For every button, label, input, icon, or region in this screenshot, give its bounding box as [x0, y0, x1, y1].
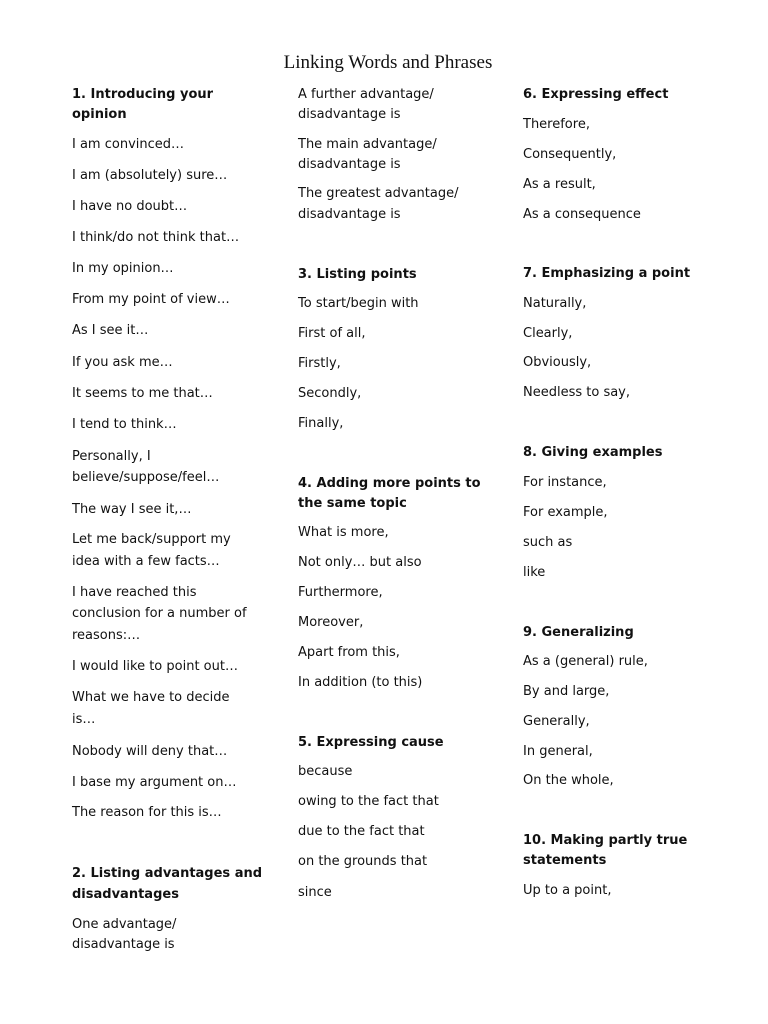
- list-item: believe/suppose/feel…: [72, 470, 220, 485]
- list-item: I base my argument on…: [72, 775, 237, 790]
- section-8-heading: 8. Giving examples: [523, 445, 663, 460]
- list-item: I would like to point out…: [72, 659, 238, 674]
- list-item: In my opinion…: [72, 261, 174, 276]
- list-item: Personally, I: [72, 449, 151, 464]
- section-6-heading: 6. Expressing effect: [523, 87, 669, 102]
- list-item: disadvantage is: [298, 207, 401, 222]
- list-item: Generally,: [523, 714, 590, 729]
- list-item: since: [298, 885, 332, 900]
- list-item: disadvantage is: [298, 157, 401, 172]
- list-item: For example,: [523, 505, 608, 520]
- list-item: I have reached this: [72, 585, 197, 600]
- list-item: such as: [523, 535, 573, 550]
- list-item: To start/begin with: [298, 296, 419, 311]
- list-item: As I see it…: [72, 323, 149, 338]
- list-item: From my point of view…: [72, 292, 230, 307]
- list-item: I tend to think…: [72, 417, 177, 432]
- list-item: Naturally,: [523, 296, 587, 311]
- section-9-heading: 9. Generalizing: [523, 625, 634, 640]
- list-item: As a (general) rule,: [523, 654, 648, 669]
- list-item: A further advantage/: [298, 87, 434, 102]
- section-4-heading: 4. Adding more points to: [298, 476, 481, 491]
- section-3-heading: 3. Listing points: [298, 267, 417, 282]
- list-item: It seems to me that…: [72, 386, 213, 401]
- list-item: Therefore,: [523, 117, 590, 132]
- list-item: The main advantage/: [298, 137, 437, 152]
- section-4-heading: the same topic: [298, 496, 407, 511]
- list-item: If you ask me…: [72, 355, 173, 370]
- list-item: As a result,: [523, 177, 596, 192]
- list-item: For instance,: [523, 475, 607, 490]
- list-item: idea with a few facts…: [72, 554, 220, 569]
- list-item: Moreover,: [298, 615, 364, 630]
- heading-line: 1. Introducing your: [72, 87, 214, 102]
- list-item: disadvantage is: [298, 107, 401, 122]
- list-item: due to the fact that: [298, 824, 425, 839]
- section-7-heading: 7. Emphasizing a point: [523, 266, 691, 281]
- page-title: Linking Words and Phrases: [283, 52, 493, 73]
- list-item: Finally,: [298, 416, 344, 431]
- list-item: On the whole,: [523, 773, 614, 788]
- list-item: on the grounds that: [298, 854, 428, 869]
- section-5-heading: 5. Expressing cause: [298, 735, 444, 750]
- section-2-heading: disadvantages: [72, 887, 179, 902]
- list-item: reasons:…: [72, 628, 141, 643]
- list-item: Needless to say,: [523, 385, 631, 400]
- list-item: By and large,: [523, 684, 610, 699]
- list-item: Obviously,: [523, 355, 592, 370]
- list-item: What we have to decide: [72, 690, 230, 705]
- list-item: owing to the fact that: [298, 794, 439, 809]
- list-item: What is more,: [298, 525, 389, 540]
- list-item: Firstly,: [298, 356, 341, 371]
- list-item: Furthermore,: [298, 585, 383, 600]
- list-item: Consequently,: [523, 147, 617, 162]
- list-item: disadvantage is: [72, 937, 175, 952]
- list-item: The reason for this is…: [72, 805, 222, 820]
- list-item: As a consequence: [523, 207, 641, 222]
- list-item: The greatest advantage/: [298, 186, 459, 201]
- list-item: because: [298, 764, 353, 779]
- list-item: Nobody will deny that…: [72, 744, 228, 759]
- list-item: First of all,: [298, 326, 366, 341]
- list-item: like: [523, 565, 546, 580]
- list-item: conclusion for a number of: [72, 606, 247, 621]
- list-item: Secondly,: [298, 386, 362, 401]
- list-item: In general,: [523, 744, 593, 759]
- section-10-heading: 10. Making partly true: [523, 833, 688, 848]
- list-item: One advantage/: [72, 917, 177, 932]
- list-item: In addition (to this): [298, 675, 423, 690]
- section-2-heading: 2. Listing advantages and: [72, 866, 263, 881]
- list-item: Let me back/support my: [72, 532, 231, 547]
- list-item: I am (absolutely) sure…: [72, 168, 228, 183]
- list-item: I have no doubt…: [72, 199, 188, 214]
- list-item: I think/do not think that…: [72, 230, 240, 245]
- heading-line: opinion: [72, 107, 127, 122]
- section-10-heading: statements: [523, 853, 607, 868]
- list-item: Not only… but also: [298, 555, 422, 570]
- list-item: is…: [72, 712, 96, 727]
- list-item: Up to a point,: [523, 883, 612, 898]
- list-item: Clearly,: [523, 326, 573, 341]
- list-item: I am convinced…: [72, 137, 185, 152]
- list-item: The way I see it,…: [72, 502, 192, 517]
- list-item: Apart from this,: [298, 645, 400, 660]
